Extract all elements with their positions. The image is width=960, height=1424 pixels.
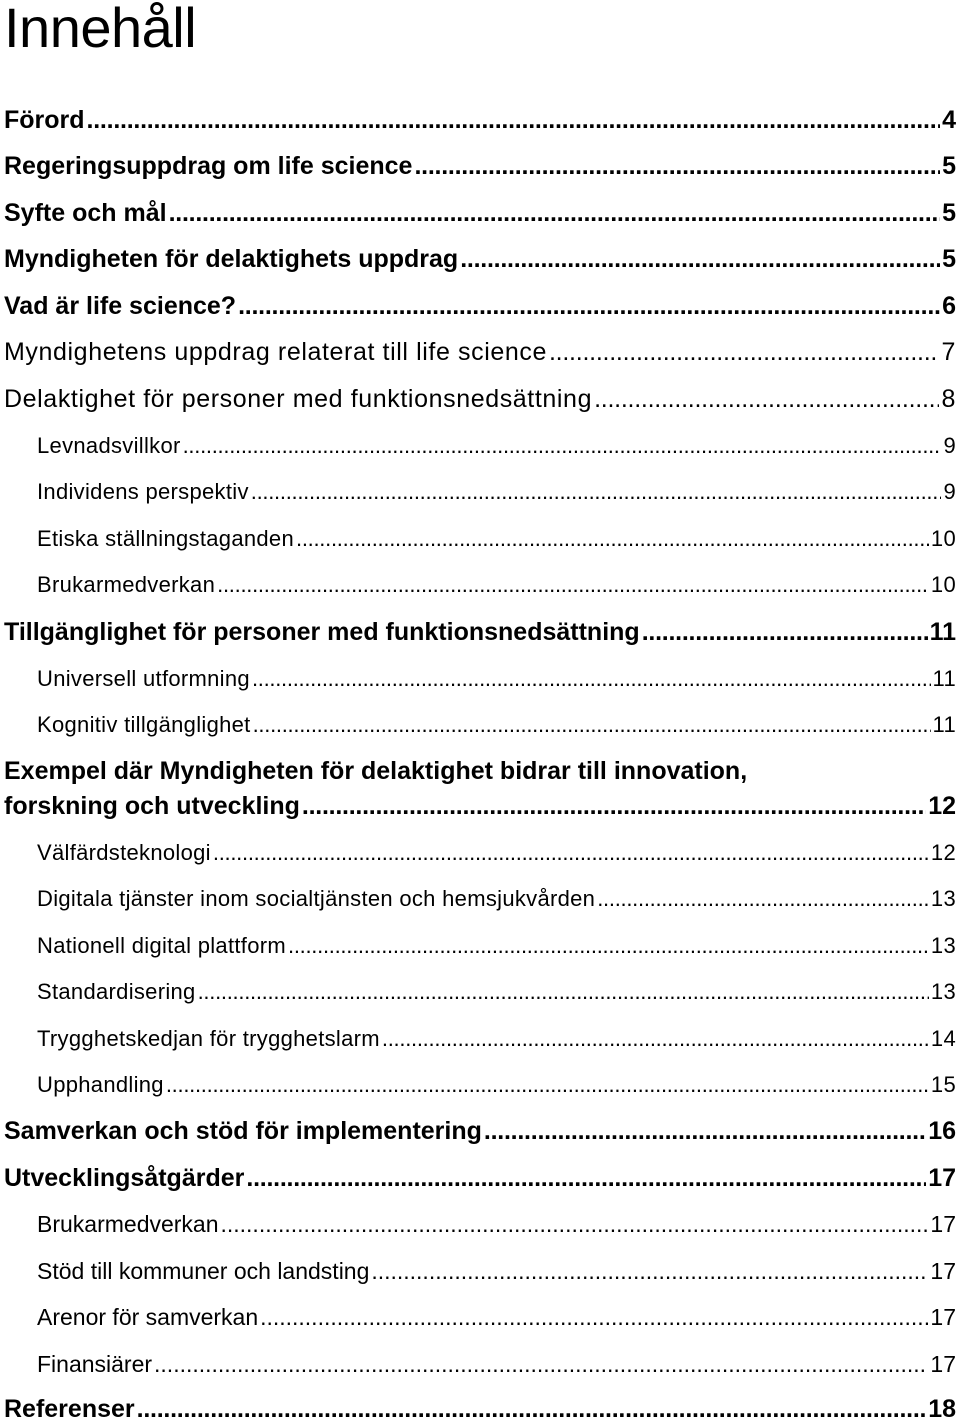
toc-entry-syfte-och-mal[interactable] [4, 199, 956, 228]
toc-entry-myndighetens-uppdrag[interactable] [4, 245, 956, 274]
toc-entry-digitala-tjanster[interactable] [37, 886, 956, 912]
toc-entry-nationell-plattform[interactable] [37, 933, 956, 959]
toc-entry-levnadsvillkor[interactable] [37, 433, 956, 459]
toc-entry-title: Digitala tjänster inom socialtjänsten och hemsjukvården [37, 886, 596, 911]
toc-entry-page: 5 [942, 245, 956, 273]
toc-entry-brukarmedverkan[interactable] [37, 572, 956, 598]
toc-entry-standardisering[interactable] [37, 979, 956, 1005]
toc-entry-stod-till-kommuner[interactable] [37, 1258, 956, 1285]
dot-leader [642, 618, 928, 647]
dot-leader [169, 199, 941, 228]
toc-entry-exempel[interactable] [4, 792, 956, 821]
toc-entry-etiska[interactable] [37, 526, 956, 552]
toc-entry-title: Regeringsuppdrag om life science [4, 152, 413, 180]
dot-leader [594, 385, 939, 414]
dot-leader [382, 1026, 929, 1052]
toc-entry-page: 11 [932, 666, 956, 691]
toc-entry-title: Samverkan och stöd för implementering [4, 1117, 482, 1145]
toc-entry-page: 17 [930, 1351, 956, 1377]
toc-entry-page: 12 [928, 792, 956, 820]
toc-entry-upphandling[interactable] [37, 1072, 956, 1098]
toc-entry-title: forskning och utveckling [4, 792, 300, 820]
dot-leader [302, 792, 926, 821]
toc-entry-page: 9 [943, 479, 956, 504]
toc-entry-title: Standardisering [37, 979, 196, 1004]
toc-entry-page: 5 [942, 152, 956, 180]
toc-entry-page: 12 [930, 840, 956, 865]
toc-entry-regeringsuppdrag[interactable] [4, 152, 956, 181]
dot-leader [260, 1304, 928, 1331]
toc-entry-title: Referenser [4, 1395, 135, 1423]
dot-leader [296, 526, 929, 552]
toc-entry-page: 5 [942, 199, 956, 227]
dot-leader [549, 338, 940, 367]
toc-entry-page: 6 [942, 292, 956, 320]
toc-entry-title: Välfärdsteknologi [37, 840, 211, 865]
dot-leader [246, 1164, 926, 1193]
toc-entry-page: 18 [928, 1395, 956, 1423]
dot-leader [251, 479, 942, 505]
toc-entry-title: Kognitiv tillgänglighet [37, 712, 251, 737]
toc-entry-page: 11 [932, 712, 956, 737]
toc-entry-samverkan[interactable] [4, 1117, 956, 1146]
toc-entry-title: Individens perspektiv [37, 479, 249, 504]
toc-entry-page: 4 [942, 106, 956, 134]
toc-entry-page: 17 [930, 1211, 956, 1237]
toc-entry-title: Arenor för samverkan [37, 1304, 259, 1330]
toc-entry-page: 13 [930, 933, 956, 958]
toc-entry-page: 17 [930, 1258, 956, 1284]
dot-leader [87, 106, 941, 135]
toc-entry-page: 11 [929, 618, 956, 646]
toc-entry-universell-utformning[interactable] [37, 666, 956, 692]
dot-leader [597, 886, 929, 912]
toc-entry-trygghetskedjan[interactable] [37, 1026, 956, 1052]
toc-entry-page: 16 [928, 1117, 956, 1145]
toc-entry-vad-ar-life-science[interactable] [4, 292, 956, 321]
dot-leader [137, 1395, 927, 1424]
toc-entry-kognitiv[interactable] [37, 712, 956, 738]
toc-entry-title: Trygghetskedjan för trygghetslarm [37, 1026, 380, 1051]
toc-entry-title: Levnadsvillkor [37, 433, 181, 458]
toc-entry-page: 15 [930, 1072, 956, 1097]
toc-entry-page: 17 [928, 1164, 956, 1192]
toc-entry-page: 13 [930, 886, 956, 911]
toc-entry-exempel-line1[interactable]: Exempel där Myndigheten för delaktighet bidrar till innovation, [4, 757, 748, 785]
toc-entry-utvecklingsatgarder[interactable] [4, 1164, 956, 1193]
dot-leader [217, 572, 929, 598]
toc-entry-page: 14 [930, 1026, 956, 1051]
dot-leader [371, 1258, 928, 1285]
toc-entry-tillganglighet[interactable] [4, 618, 956, 647]
toc-entry-title: Brukarmedverkan [37, 1211, 219, 1237]
toc-entry-page: 9 [943, 433, 956, 458]
toc-entry-title: Delaktighet för personer med funktionsnedsättning [4, 385, 593, 413]
toc-entry-referenser[interactable] [4, 1395, 956, 1424]
toc-entry-page: 7 [941, 338, 956, 366]
toc-entry-individens-perspektiv[interactable] [37, 479, 956, 505]
dot-leader [183, 433, 942, 459]
dot-leader [238, 292, 940, 321]
toc-entry-title: Förord [4, 106, 85, 134]
toc-entry-title: Myndighetens uppdrag relaterat till life science [4, 338, 547, 366]
toc-entry-page: 8 [941, 385, 956, 413]
dot-leader [253, 712, 931, 738]
toc-entry-title: Stöd till kommuner och landsting [37, 1258, 370, 1284]
toc-entry-arenor[interactable] [37, 1304, 956, 1331]
toc-entry-title: Universell utformning [37, 666, 250, 691]
dot-leader [198, 979, 929, 1005]
toc-entry-title: Nationell digital plattform [37, 933, 286, 958]
toc-entry-page: 13 [930, 979, 956, 1004]
toc-entry-valfardsteknologi[interactable] [37, 840, 956, 866]
toc-entry-title: Syfte och mål [4, 199, 167, 227]
dot-leader [414, 152, 940, 181]
dot-leader [213, 840, 929, 866]
dot-leader [221, 1211, 929, 1238]
toc-entry-page: 10 [930, 572, 956, 597]
toc-entry-title: Tillgänglighet för personer med funktionsnedsättning [4, 618, 640, 646]
toc-entry-page: 10 [930, 526, 956, 551]
toc-entry-brukarmedverkan-2[interactable] [37, 1211, 956, 1238]
toc-entry-finansiarer[interactable] [37, 1351, 956, 1378]
toc-entry-title: Utvecklingsåtgärder [4, 1164, 245, 1192]
toc-entry-title: Vad är life science? [4, 292, 237, 320]
dot-leader [166, 1072, 929, 1098]
dot-leader [288, 933, 929, 959]
toc-entry-title: Etiska ställningstaganden [37, 526, 294, 551]
dot-leader [154, 1351, 928, 1378]
toc-entry-title: Finansiärer [37, 1351, 153, 1377]
toc-entry-title: Brukarmedverkan [37, 572, 216, 597]
dot-leader [484, 1117, 926, 1146]
toc-entry-uppdrag-relaterat[interactable] [4, 338, 956, 367]
toc-entry-page: 17 [930, 1304, 956, 1330]
page-title: Innehåll [4, 0, 197, 59]
dot-leader [460, 245, 940, 274]
toc-entry-forord[interactable] [4, 106, 956, 135]
toc-entry-title: Myndigheten för delaktighets uppdrag [4, 245, 459, 273]
dot-leader [252, 666, 931, 692]
toc-entry-title: Upphandling [37, 1072, 164, 1097]
toc-entry-delaktighet[interactable] [4, 385, 956, 414]
